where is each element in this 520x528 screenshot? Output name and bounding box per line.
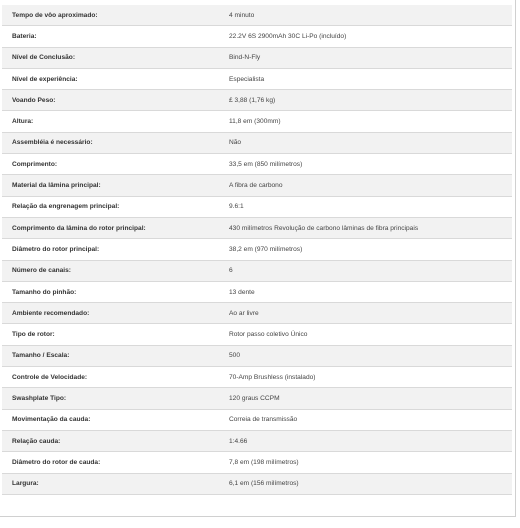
spec-row — [2, 47, 512, 68]
spec-value: Correia de transmissão — [229, 416, 298, 424]
spec-row — [2, 473, 512, 494]
spec-row — [2, 132, 512, 153]
spec-row — [2, 324, 512, 345]
spec-row — [2, 388, 512, 409]
spec-label: Tamanho / Escala: — [12, 352, 70, 360]
spec-value: 4 minuto — [229, 11, 255, 19]
spec-row — [2, 260, 512, 281]
spec-table — [2, 5, 512, 495]
right-divider — [515, 0, 516, 516]
spec-label: Diâmetro do rotor principal: — [12, 245, 100, 253]
spec-value: A fibra de carbono — [229, 182, 283, 190]
spec-value: 9.6:1 — [229, 203, 244, 211]
spec-row — [2, 367, 512, 388]
spec-label: Número de canais: — [12, 267, 71, 275]
spec-label: Ambiente recomendado: — [12, 309, 90, 317]
spec-label: Assembléia é necessário: — [12, 139, 93, 147]
spec-row — [2, 345, 512, 366]
spec-label: Bateria: — [12, 32, 37, 40]
spec-row — [2, 430, 512, 451]
spec-label: Voando Peso: — [12, 96, 56, 104]
spec-label: Nível de Conclusão: — [12, 54, 76, 62]
spec-row — [2, 239, 512, 260]
spec-value: 38,2 em (970 milímetros) — [229, 245, 303, 253]
spec-row — [2, 217, 512, 238]
spec-row — [2, 281, 512, 302]
spec-label: Relação da engrenagem principal: — [12, 203, 120, 211]
spec-value: 33,5 em (850 milímetros) — [229, 160, 303, 168]
spec-label: Comprimento: — [12, 160, 58, 168]
spec-value: 7,8 em (198 milímetros) — [229, 458, 299, 466]
spec-value: 13 dente — [229, 288, 255, 296]
spec-value: 22.2V 6S 2900mAh 30C Li-Po (incluído) — [229, 32, 347, 40]
spec-row — [2, 175, 512, 196]
spec-row — [2, 409, 512, 430]
spec-row — [2, 111, 512, 132]
spec-value: Especialista — [229, 75, 265, 83]
spec-label: Diâmetro do rotor de cauda: — [12, 458, 101, 466]
spec-value: 6,1 em (156 milímetros) — [229, 480, 299, 488]
spec-value: 430 milímetros Revolução de carbono lâminas de fibra principais — [229, 224, 419, 232]
spec-label: Tempo de vôo aproximado: — [12, 11, 98, 19]
spec-value: 6 — [229, 267, 233, 275]
spec-label: Largura: — [12, 480, 39, 488]
spec-label: Relação cauda: — [12, 437, 61, 445]
spec-label: Controle de Velocidade: — [12, 373, 88, 381]
spec-label: Swashplate Tipo: — [12, 394, 67, 402]
spec-value: Não — [229, 139, 242, 147]
spec-label: Tamanho do pinhão: — [12, 288, 77, 296]
spec-value: 500 — [229, 352, 241, 360]
spec-row — [2, 196, 512, 217]
spec-row — [2, 452, 512, 473]
spec-table-body — [2, 5, 512, 494]
spec-value: 70-Amp Brushless (instalado) — [229, 373, 316, 381]
spec-value: Bind-N-Fly — [229, 54, 261, 62]
spec-value: 1:4.66 — [229, 437, 248, 445]
spec-label: Altura: — [12, 118, 34, 126]
spec-value: 11,8 em (300mm) — [229, 118, 281, 126]
spec-row — [2, 26, 512, 47]
spec-label: Material da lâmina principal: — [12, 182, 101, 190]
spec-label: Movimentação da cauda: — [12, 416, 91, 424]
spec-row — [2, 90, 512, 111]
bottom-divider — [0, 516, 516, 517]
spec-value: £ 3,88 (1,76 kg) — [229, 96, 276, 104]
spec-label: Comprimento da lâmina do rotor principal: — [12, 224, 146, 232]
spec-label: Nível de experiência: — [12, 75, 78, 83]
spec-row — [2, 154, 512, 175]
spec-label: Tipo de rotor: — [12, 331, 55, 339]
spec-value: 120 graus CCPM — [229, 394, 280, 402]
spec-row — [2, 68, 512, 89]
spec-row — [2, 303, 512, 324]
spec-value: Rotor passo coletivo Único — [229, 331, 308, 339]
spec-row — [2, 5, 512, 26]
spec-value: Ao ar livre — [229, 309, 259, 317]
